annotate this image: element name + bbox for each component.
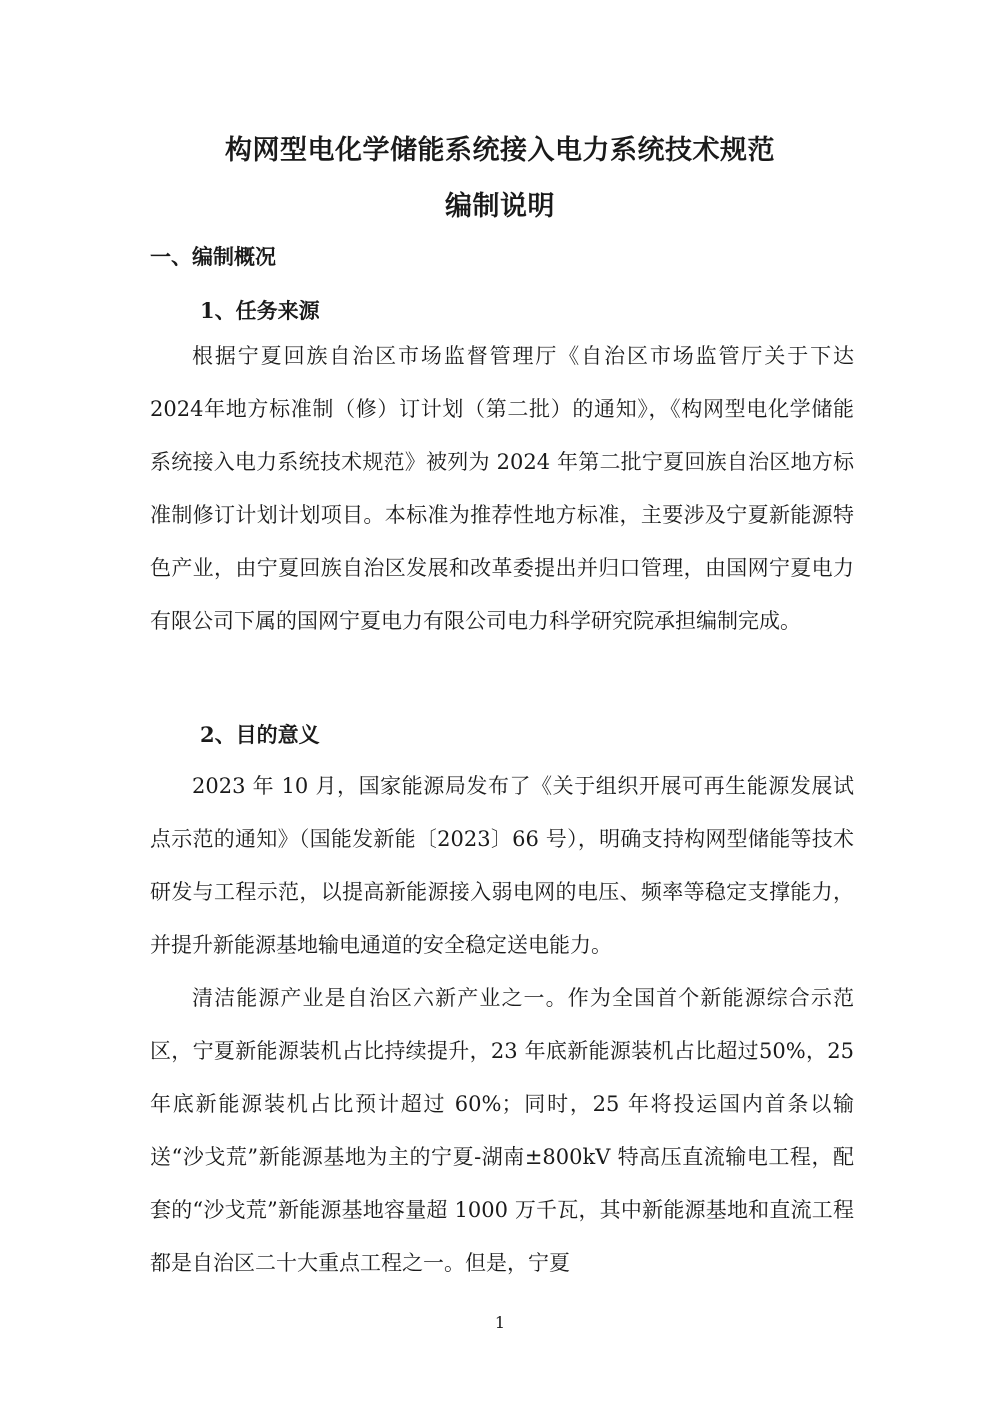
document-subtitle: 编制说明	[445, 191, 555, 222]
paragraph-purpose-1: 2023 年 10 月，国家能源局发布了《关于组织开展可再生能源发展试点示范的通知》（国能发新能〔2023〕66 号），明确支持构网型储能等技术研发与工程示范，以提高新能源接入弱电网的电压、频率等稳定支撑能力，并提升新能源基地输电通道的安全稳定送电能力。	[150, 774, 854, 957]
subsection-heading-purpose: 2、目的意义	[200, 722, 320, 747]
subsection-heading-task-source: 1、任务来源	[200, 298, 320, 323]
paragraph-task-source: 根据宁夏回族自治区市场监督管理厅《自治区市场监管厅关于下达2024年地方标准制（修）订计划（第二批）的通知》，《构网型电化学储能系统接入电力系统技术规范》被列为 2024 年第二批宁夏回族自治区地方标准制修订计划计划项目。本标准为推荐性地方标准，主要涉及宁夏新能源特色产业，由宁夏回族自治区发展和改革委提出并归口管理，由国网宁夏电力有限公司下属的国网宁夏电力有限公司电力科学研究院承担编制完成。	[150, 344, 854, 633]
document-title: 构网型电化学储能系统接入电力系统技术规范	[225, 135, 775, 166]
section-heading-overview: 一、编制概况	[150, 244, 276, 269]
paragraph-purpose-2: 清洁能源产业是自治区六新产业之一。作为全国首个新能源综合示范区，宁夏新能源装机占比持续提升，23 年底新能源装机占比超过50%，25 年底新能源装机占比预计超过 60%；同时，25 年将投运国内首条以输送“沙戈荒”新能源基地为主的宁夏-湖南±800kV 特高压直流输电工程，配套的“沙戈荒”新能源基地容量超 1000 万千瓦，其中新能源基地和直流工程都是自治区二十大重点工程之一。但是，宁夏	[150, 986, 854, 1275]
page-number: 1	[494, 1313, 506, 1332]
